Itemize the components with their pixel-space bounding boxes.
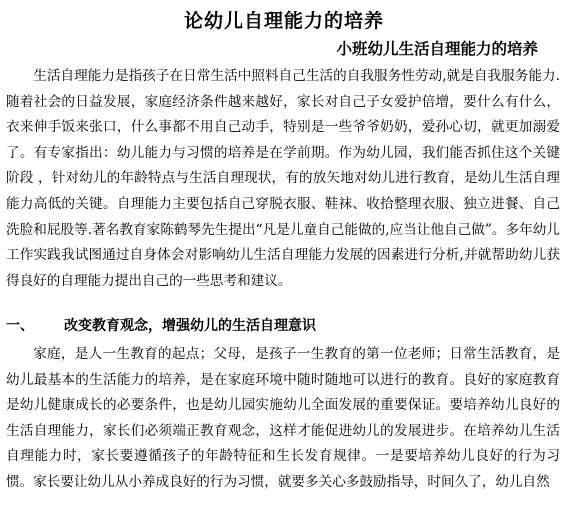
body-paragraph-family: 家庭，是人一生教育的起点；父母，是孩子一生教育的第一位老师；日常生活教育，是幼儿最基本的生活能力的培养，是在家庭环境中随时随地可以进行的教育。良好的家庭教育是幼儿健康成长的必要条件，也是幼儿园实施幼儿全面发展的重要保证。要培养幼儿良好的生活自理能力，家长们必须端正教育观念，这样才能促进幼儿的发展进步。在培养幼儿生活自理能力时，家长要遵循孩子的年龄特征和生长发育规律。一是要培养幼儿良好的行为习惯。家长要让幼儿从小养成良好的行为习惯，就要多关心多鼓励指导，时间久了，幼儿自然 <box>6 346 560 490</box>
section-heading-text: 改变教育观念，增强幼儿的生活自理意识 <box>64 318 316 334</box>
document-title: 论幼儿自理能力的培养 <box>183 10 384 32</box>
section-number: 一、 <box>6 318 34 334</box>
document-subtitle: 小班幼儿生活自理能力的培养 <box>336 39 538 58</box>
body-paragraph-intro: 生活自理能力是指孩子在日常生活中照料自己生活的自我服务性劳动,就是自我服务能力.随着社会的日益发展，家庭经济条件越来越好，家长对自己子女爱护倍增，要什么有什么，衣来伸手饭来张口，什么事都不用自己动手，特别是一些爷爷奶奶，爱孙心切，就更加溺爱了。有专家指出：幼儿能力与习惯的培养是在学前期。作为幼儿园，我们能否抓住这个关键阶段 ，针对幼儿的年龄特点与生活自理现状，有的放矢地对幼儿进行教育，是幼儿生活自理能力高低的关键。自理能力主要包括自己穿脱衣服、鞋袜、收拾整理衣服、独立进餐、自己洗脸和屁股等.著名教育家陈鹤琴先生提出“凡是儿童自己能做的,应当让他自己做”。多年幼儿工作实践我试图通过自身体会对影响幼儿生活自理能力发展的因素进行分析,并就帮助幼儿获得良好的自理能力提出自己的一些思考和建议。 <box>6 68 560 289</box>
section-heading <box>6 314 316 339</box>
